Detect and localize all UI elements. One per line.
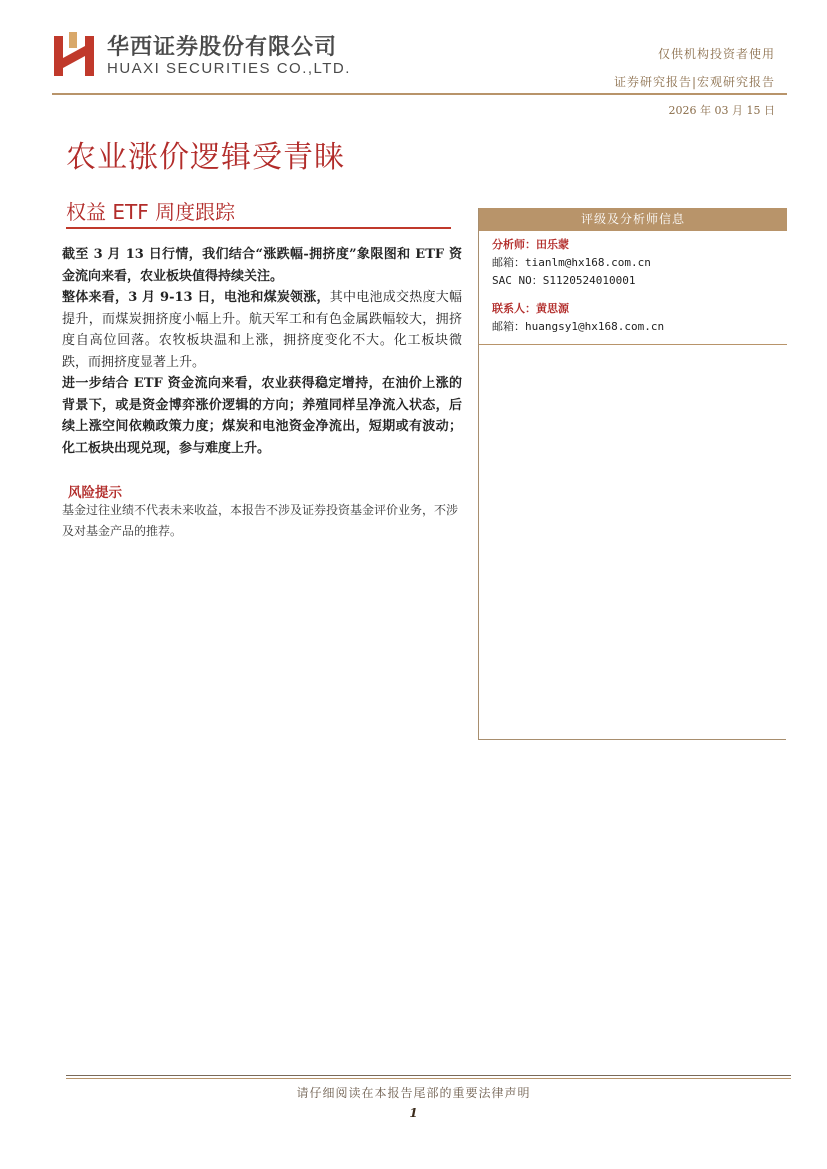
footer-divider xyxy=(66,1075,791,1076)
contact-email[interactable]: 邮箱：huangsy1@hx168.com.cn xyxy=(492,320,665,333)
risk-text: 基金过往业绩不代表未来收益，本报告不涉及证券投资基金评价业务，不涉及对基金产品的推荐。 xyxy=(62,503,459,538)
page-number: 1 xyxy=(409,1106,418,1120)
report-title: 农业涨价逻辑受青睐 xyxy=(66,140,345,175)
risk-title: 风险提示 xyxy=(68,485,122,501)
analyst-panel-divider xyxy=(479,230,787,231)
summary-paragraph-2 xyxy=(62,287,462,373)
company-name-en: HUAXI SECURITIES CO.,LTD. xyxy=(107,60,351,77)
summary-paragraph-2-rest: 其中电池成交热度大幅提升，而煤炭拥挤度小幅上升。航天军工和有色金属跌幅较大，拥挤度自高位回落。农牧板块温和上涨，拥挤度变化不大。化工板块微跌，而拥挤度显著上升。 xyxy=(62,290,462,370)
huaxi-logo-icon xyxy=(52,32,96,78)
report-subtitle: 权益 ETF 周度跟踪 xyxy=(66,200,236,224)
analyst-name: 分析师：田乐蒙 xyxy=(492,238,569,251)
analyst-info-panel xyxy=(478,208,786,740)
analyst-sac-number: SAC NO：S1120524010001 xyxy=(492,274,636,287)
report-type-label: 证券研究报告|宏观研究报告 xyxy=(613,75,775,89)
summary-paragraph-3: 进一步结合 ETF 资金流向来看，农业获得稳定增持，在油价上涨的背景下，或是资金博弈涨价逻辑的方向；养殖同样呈净流入状态，后续上涨空间依赖政策力度；煤炭和电池资金净流出，短期或有波动；化工板块出现兑现，参与难度上升。 xyxy=(62,376,462,456)
analyst-panel-divider-2 xyxy=(479,344,787,345)
summary-paragraph-1: 截至 3 月 13 日行情，我们结合“涨跌幅-拥挤度”象限图和 ETF 资金流向来看，农业板块值得持续关注。 xyxy=(62,247,462,284)
subtitle-underline xyxy=(66,227,451,229)
footer-divider-2 xyxy=(66,1078,791,1079)
investor-only-label: 仅供机构投资者使用 xyxy=(657,47,775,61)
contact-name: 联系人：黄思源 xyxy=(492,302,569,315)
header-divider xyxy=(52,93,787,95)
report-date: 2026 年 03 月 15 日 xyxy=(668,104,775,117)
summary-text xyxy=(62,244,462,459)
company-name-cn: 华西证券股份有限公司 xyxy=(107,35,338,60)
analyst-panel-header: 评级及分析师信息 xyxy=(479,208,787,230)
legal-notice: 请仔细阅读在本报告尾部的重要法律声明 xyxy=(296,1086,531,1100)
analyst-email[interactable]: 邮箱：tianlm@hx168.com.cn xyxy=(492,256,651,269)
summary-paragraph-2-lead: 整体来看，3 月 9-13 日，电池和煤炭领涨， xyxy=(62,290,330,305)
